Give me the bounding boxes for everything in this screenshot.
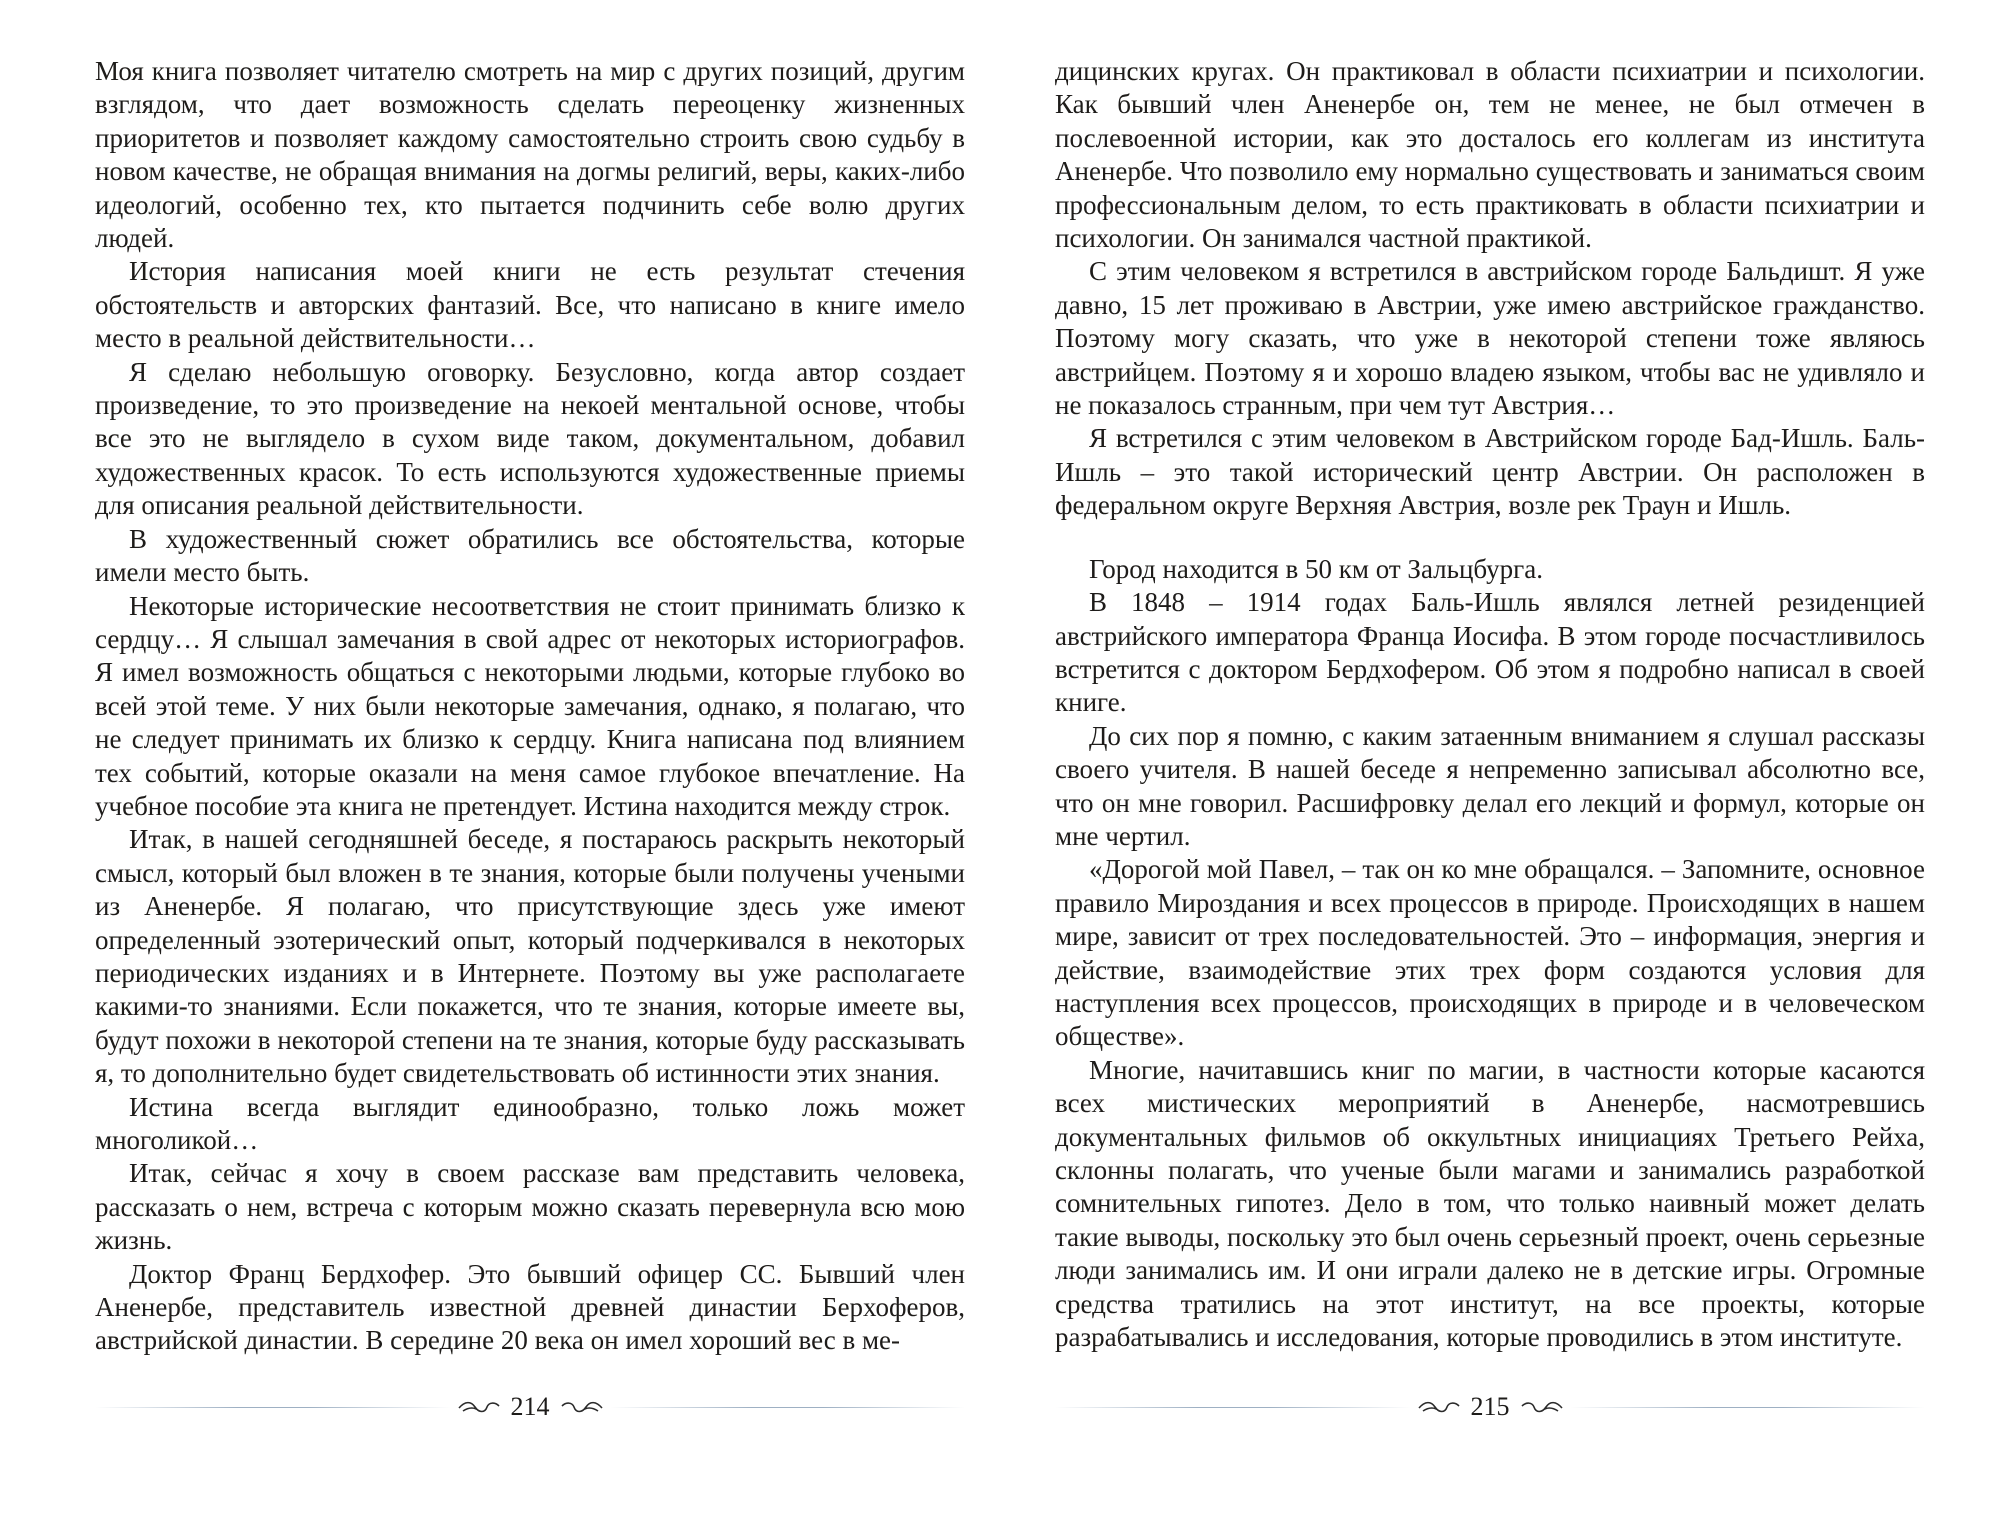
paragraph: С этим человеком я встретился в австрийском городе Бальдишт. Я уже давно, 15 лет проживаю в Австрии, уже имею австрийское гражданство. Поэтому могу сказать, что уже в некоторой степени тоже являюсь австрийцем. Поэтому я и хорошо владею языком, чтобы вас не удивляло и не показалось странным, при чем тут Австрия…: [1055, 256, 1925, 421]
paragraph: Доктор Франц Бердхофер. Это бывший офицер СС. Бывший член Аненербе, представитель известной древней династии Берхоферов, австрийской династии. В середине 20 века он имел хороший вес в ме-: [95, 1258, 965, 1356]
paragraph: Моя книга позволяет читателю смотреть на мир с других позиций, другим взглядом, что дает возможность сделать переоценку жизненных приоритетов и позволяет каждому самостоятельно строить свою судьбу в новом качестве, не обращая внимания на догмы религий, веры, каких-либо идеологий, особенно тех, кто пытается подчинить себе волю других людей.: [95, 56, 965, 254]
paragraph: В художественный сюжет обратились все обстоятельства, которые имели место быть.: [95, 523, 965, 588]
footer-rule: [1055, 1407, 1411, 1408]
paragraph: Многие, начитавшись книг по магии, в частности которые касаются всех мистических мероприятий в Аненербе, насмотревшись документальных фильмов об оккультных инициациях Третьего Рейха, склонны полагать, что ученые были магами и занимались разработкой сомнительных гипотез. Дело в том, что только наивный может делать такие выводы, поскольку это был очень серьезный проект, очень серьезные люди занимались им. И они играли далеко не в детские игры. Огромные средства тратились на этот институт, на все проекты, которые разрабатывались и исследования, которые проводились в этом институте.: [1055, 1054, 1925, 1353]
paragraph: История написания моей книги не есть результат стечения обстоятельств и авторских фантазий. Все, что написано в книге имело место в реальной действительности…: [95, 256, 965, 354]
paragraph: Итак, в нашей сегодняшней беседе, я постараюсь раскрыть некоторый смысл, который был вложен в те знания, которые были получены учеными из Аненербе. Я полагаю, что присутствующие здесь уже имеют определенный эзотерический опыт, который подчеркивался в некоторых периодических изданиях и в Интернете. Поэтому вы уже располагаете какими-то знаниями. Если покажется, что те знания, которые имеете вы, будут похожи в некоторой степени на те знания, которые буду рассказывать я, то дополнительно будет свидетельствовать об истинности этих знания.: [95, 824, 965, 1089]
paragraph: Истина всегда выглядит единообразно, только ложь может многоликой…: [95, 1091, 965, 1155]
right-page-text: [1055, 55, 1925, 1354]
right-page: [1055, 0, 1925, 1532]
paragraph: Город находится в 50 км от Зальцбурга.: [1089, 553, 1543, 584]
left-page-text: [95, 55, 965, 1358]
footer-rule: [1570, 1407, 1926, 1408]
left-page: [95, 0, 965, 1532]
paragraph: «Дорогой мой Павел, – так он ко мне обращался. – Запомните, основное правило Мироздания и всех процессов в природе. Происходящих в нашем мире, зависит от трех последовательностей. Это – информация, энергия и действие, взаимодействие этих трех форм создаются условия для наступления всех процессов, происходящих в природе и в человеческом обществе».: [1055, 854, 1925, 1052]
page-number: 214: [510, 1392, 550, 1421]
paragraph: Итак, сейчас я хочу в своем рассказе вам представить человека, рассказать о нем, встреча с которым можно сказать перевернула всю мою жизнь.: [95, 1158, 965, 1256]
paragraph: Некоторые исторические несоответствия не стоит принимать близко к сердцу… Я слышал замечания в свой адрес от некоторых историографов. Я имел возможность общаться с некоторыми людьми, которые глубоко во всей этой теме. У них были некоторые замечания, однако, я полагаю, что не следует принимать их близко к сердцу. Книга написана под влиянием тех событий, которые оказали на меня самое глубокое впечатление. На учебное пособие эта книга не претендует. Истина находится между строк.: [95, 590, 965, 821]
footer-rule: [95, 1407, 451, 1408]
flourish-right-icon: [560, 1399, 604, 1415]
footer-rule: [610, 1407, 966, 1408]
paragraph: До сих пор я помню, с каким затаенным вниманием я слушал рассказы своего учителя. В нашей беседе я непременно записывал абсолютно все, что он мне говорил. Расшифровку делал его лекций и формул, которые он мне чертил.: [1055, 720, 1925, 851]
paragraph: Я встретился с этим человеком в Австрийском городе Бад-Ишль. Баль-Ишль – это такой исторический центр Австрии. Он расположен в федеральном округе Верхняя Австрия, возле рек Траун и Ишль.: [1055, 423, 1925, 521]
right-page-footer: [1055, 1387, 1925, 1427]
page-number: 215: [1470, 1392, 1510, 1421]
flourish-right-icon: [1520, 1399, 1564, 1415]
flourish-left-icon: [1417, 1399, 1461, 1415]
paragraph: В 1848 – 1914 годах Баль-Ишль являлся летней резиденцией австрийского императора Франца Иосифа. В этом городе посчастливилось встретится с доктором Бердхофером. Об этом я подробно написал в своей книге.: [1055, 587, 1925, 718]
paragraph: Я сделаю небольшую оговорку. Безусловно, когда автор создает произведение, то это произведение на некоей ментальной основе, чтобы все это не выглядело в сухом виде таком, документальном, добавил художественных красок. То есть используются художественные приемы для описания реальной действительности.: [95, 356, 965, 521]
paragraph: дицинских кругах. Он практиковал в области психиатрии и психологии. Как бывший член Аненербе он, тем не менее, не был отмечен в послевоенной истории, как это досталось его коллегам из института Аненербе. Что позволило ему нормально существовать и заниматься своим профессиональным делом, то есть практиковать в области психиатрии и психологии. Он занимался частной практикой.: [1055, 56, 1925, 254]
flourish-left-icon: [457, 1399, 501, 1415]
left-page-footer: [95, 1387, 965, 1427]
